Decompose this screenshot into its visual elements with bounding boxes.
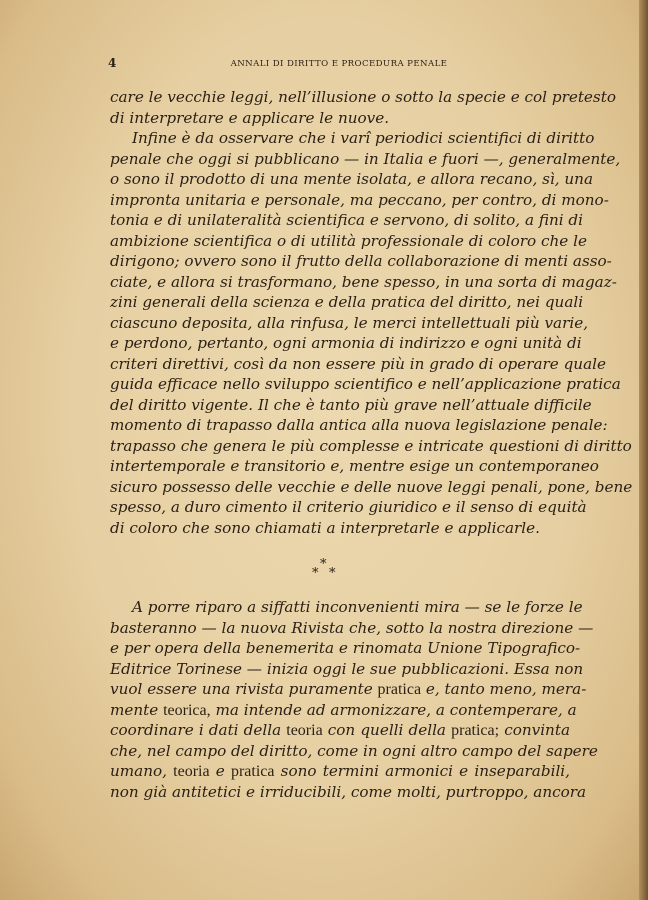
text-line xyxy=(132,128,595,148)
text-line xyxy=(110,720,570,740)
running-header xyxy=(108,58,570,74)
text-segment: ciate, e allora si trasformano, bene spesso, in una sorta di magaz- xyxy=(110,272,617,291)
roman-word: teoria xyxy=(173,763,210,780)
text-segment: penale che oggi si pubblicano — in Italia e fuori —, generalmente, xyxy=(110,149,621,168)
text-segment: Infine è da osservare che i varî periodici scientifici di diritto xyxy=(132,129,595,147)
text-line xyxy=(110,518,570,538)
text-segment: del diritto vigente. Il che è tanto più grave nell’attuale difficile xyxy=(110,395,592,414)
text-line xyxy=(110,313,589,333)
text-line xyxy=(110,292,584,312)
text-segment: che, nel campo del diritto, come in ogni altro campo del sapere xyxy=(110,741,598,760)
running-title: ANNALI DI DIRITTO E PROCEDURA PENALE xyxy=(230,59,448,69)
text-segment: ambizione scientifica o di utilità professionale di coloro che le xyxy=(110,231,587,250)
text-segment: umano, xyxy=(110,762,174,780)
text-segment: non già antitetici e irriducibili, come molti, purtroppo, ancora xyxy=(110,782,587,801)
text-line xyxy=(110,149,621,169)
text-segment: e perdono, pertanto, ogni armonia di indirizzo e ogni unità di xyxy=(110,334,582,352)
text-line xyxy=(110,87,616,107)
text-segment: coordinare i dati della xyxy=(110,721,287,739)
roman-word: pratica xyxy=(377,681,422,698)
text-segment: zini generali della scienza e della pratica del diritto, nei quali xyxy=(110,293,584,311)
text-line xyxy=(110,700,577,720)
text-line xyxy=(110,477,633,497)
roman-word: pratica; xyxy=(451,722,500,739)
text-segment: e per opera della benemerita e rinomata Unione Tipografico- xyxy=(110,639,581,657)
text-segment: criteri direttivi, così da non essere più in grado di operare quale xyxy=(110,354,606,373)
text-segment: vuol essere una rivista puramente xyxy=(110,680,378,698)
text-segment: sono termini armonici e inseparabili, xyxy=(274,762,570,780)
text-line xyxy=(110,659,584,679)
text-segment: spesso, a duro cimento il criterio giuridico e il senso di equità xyxy=(110,498,587,516)
text-line xyxy=(110,395,592,415)
page-number: 4 xyxy=(108,56,117,70)
text-segment: mente xyxy=(110,700,164,719)
section-separator xyxy=(312,557,352,587)
text-segment: basteranno — la nuova Rivista che, sotto la nostra direzione — xyxy=(110,618,594,637)
text-line xyxy=(110,354,606,374)
text-line xyxy=(110,741,598,761)
text-segment: o sono il prodotto di una mente isolata, e allora recano, sì, una xyxy=(110,170,594,188)
text-line xyxy=(110,618,594,638)
text-segment: ma intende ad armonizzare, a contemperare, a xyxy=(210,700,577,719)
text-line xyxy=(110,456,599,476)
text-line xyxy=(110,436,632,456)
text-segment: sicuro possesso delle vecchie e delle nuove leggi penali, pone, bene xyxy=(110,477,633,496)
roman-word: teoria xyxy=(286,722,323,739)
text-line xyxy=(110,169,594,189)
text-line xyxy=(110,251,612,271)
roman-word: pratica xyxy=(230,763,275,780)
text-segment: di coloro che sono chiamati a interpretarle e applicarle. xyxy=(110,518,540,537)
text-line xyxy=(110,415,608,435)
text-line xyxy=(110,638,581,658)
text-segment: intertemporale e transitorio e, mentre esige un contemporaneo xyxy=(110,457,599,475)
text-line xyxy=(110,679,587,699)
asterisk: * xyxy=(329,566,336,581)
text-segment: trapasso che genera le più complesse e intricate questioni di diritto xyxy=(110,436,632,455)
asterisk: * xyxy=(320,557,327,572)
text-segment: di interpretare e applicare le nuove. xyxy=(110,108,390,127)
text-line xyxy=(110,210,584,230)
text-line xyxy=(110,272,617,292)
text-line xyxy=(110,190,609,210)
text-segment: e, tanto meno, mera- xyxy=(421,680,587,698)
text-segment: Editrice Torinese — inizia oggi le sue pubblicazioni. Essa non xyxy=(110,659,584,678)
text-line xyxy=(110,374,621,394)
text-line xyxy=(110,231,587,251)
roman-word: teorica, xyxy=(163,701,211,719)
text-line xyxy=(110,761,570,781)
text-segment: ciascuno deposita, alla rinfusa, le merci intellettuali più varie, xyxy=(110,313,589,332)
text-segment: care le vecchie leggi, nell’illusione o sotto la specie e col pretesto xyxy=(110,88,616,106)
text-segment: momento di trapasso dalla antica alla nuova legislazione penale: xyxy=(110,416,608,434)
text-line xyxy=(110,782,587,802)
text-segment: dirigono; ovvero sono il frutto della collaborazione di menti asso- xyxy=(110,252,612,270)
text-segment: e xyxy=(209,762,231,780)
text-line xyxy=(110,497,587,517)
text-segment: tonia e di unilateralità scientifica e servono, di solito, a fini di xyxy=(110,211,584,229)
text-segment: A porre riparo a siffatti inconvenienti mira — se le forze le xyxy=(132,598,583,616)
text-line xyxy=(110,108,570,128)
page-edge xyxy=(639,0,648,900)
text-line xyxy=(110,333,582,353)
asterisk: * xyxy=(312,566,319,581)
text-segment: impronta unitaria e personale, ma peccano, per contro, di mono- xyxy=(110,190,609,209)
text-line xyxy=(132,597,583,617)
text-segment: convinta xyxy=(499,721,570,739)
text-segment: guida efficace nello sviluppo scientifico e nell’applicazione pratica xyxy=(110,375,621,393)
text-segment: con quelli della xyxy=(322,721,452,739)
